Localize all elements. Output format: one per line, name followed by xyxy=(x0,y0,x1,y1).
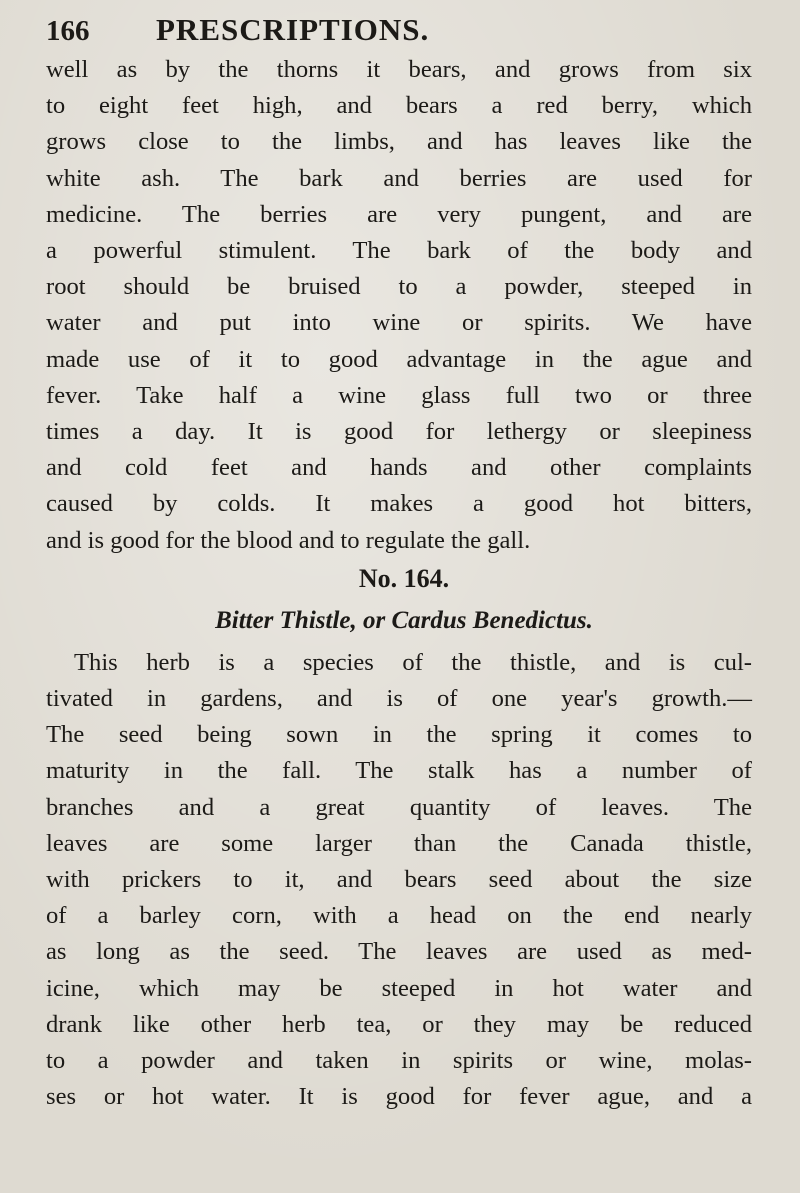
text-line: tivated in gardens, and is of one year's growth.— xyxy=(46,685,752,713)
page-number: 166 xyxy=(46,15,90,47)
text-line: This herb is a species of the thistle, and is cul- xyxy=(74,648,752,676)
text-line: as long as the seed. The leaves are used as med- xyxy=(46,938,752,966)
text-line: ses or hot water. It is good for fever ague, and a xyxy=(46,1083,752,1111)
continuation-paragraph xyxy=(46,52,752,559)
text-line: water and put into wine or spirits. We have xyxy=(46,309,752,337)
text-line: of a barley corn, with a head on the end nearly xyxy=(46,902,752,930)
text-line: to a powder and taken in spirits or wine, molas- xyxy=(46,1047,752,1075)
text-line: well as by the thorns it bears, and grows from six xyxy=(46,56,752,83)
text-line: with prickers to it, and bears seed about the size xyxy=(46,866,752,894)
text-line: icine, which may be steeped in hot water and xyxy=(46,974,752,1002)
text-line: a powerful stimulent. The bark of the body and xyxy=(46,237,752,265)
text-line: and cold feet and hands and other complaints xyxy=(46,454,752,482)
text-line: white ash. The bark and berries are used for xyxy=(46,164,752,192)
text-line: maturity in the fall. The stalk has a number of xyxy=(46,757,752,785)
text-line: leaves are some larger than the Canada thistle, xyxy=(46,829,752,857)
text-line: The seed being sown in the spring it comes to xyxy=(46,721,752,749)
text-line: times a day. It is good for lethergy or sleepiness xyxy=(46,418,752,446)
running-head-title: PRESCRIPTIONS. xyxy=(156,12,430,47)
text-line: medicine. The berries are very pungent, and are xyxy=(46,200,752,228)
entry-paragraph xyxy=(46,645,752,1116)
text-line: and is good for the blood and to regulate the gall. xyxy=(46,526,531,554)
text-line: root should be bruised to a powder, steeped in xyxy=(46,273,752,301)
text-line: fever. Take half a wine glass full two or three xyxy=(46,381,752,409)
text-line: drank like other herb tea, or they may be reduced xyxy=(46,1010,752,1038)
text-line: branches and a great quantity of leaves. The xyxy=(46,793,752,821)
entry-number: No. 164. xyxy=(358,563,450,593)
text-line: caused by colds. It makes a good hot bitters, xyxy=(46,490,752,518)
text-line: grows close to the limbs, and has leaves like the xyxy=(46,128,752,156)
entry-title: Bitter Thistle, or Cardus Benedictus. xyxy=(215,606,593,634)
text-line: to eight feet high, and bears a red berry, which xyxy=(46,92,752,120)
text-line: made use of it to good advantage in the ague and xyxy=(46,345,752,373)
running-head xyxy=(46,12,752,52)
